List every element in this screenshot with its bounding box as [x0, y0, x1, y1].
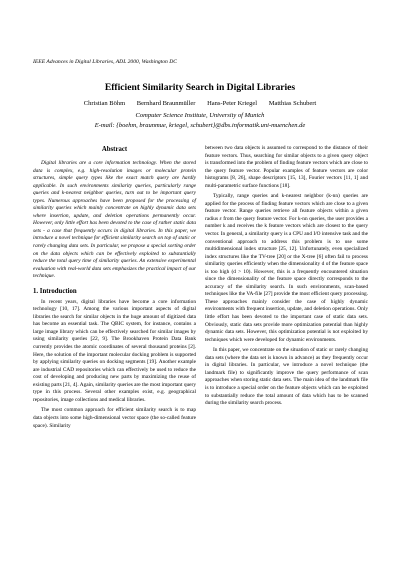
body-paragraph: The most common approach for efficient similarity search is to map data objects into some high-dimensional vector space (the so-called feature space). Similarity: [33, 407, 196, 429]
author-list: [0, 100, 400, 107]
running-head: IEEE Advances in Digital Libraries, ADL 2000, Washington DC: [33, 59, 177, 65]
author-name: Hans-Peter Kriegel: [207, 100, 258, 107]
body-paragraph: In recent years, digital libraries have become a core information technology [10, 17]. Among the various important aspects of digital libraries the search for similar objects in the huge amount of digitized data has become an essential task. The QBIC system, for instance, contains a large image library which can be effectively searched for similar images by using similarity queries [22, 9]. The Brookhaven Protein Data Bank currently provides the atomic coordinates of several thousand proteins [2]. Here, the solution of the important molecular docking problem is supported by applying similarity queries on docking segments [19]. Another example are industrial CAD repositories which can effectively be used to reduce the cost of developing and producing new parts by maximizing the reuse of existing parts [21, 4]. Again, similarity queries are the most important query type in this process. Several other examples exist, e.g. geographical repositories, image collections and medical libraries.: [33, 298, 196, 403]
section-heading: 1. Introduction: [33, 287, 77, 295]
author-name: Bernhard Braunmüller: [136, 100, 196, 107]
paper-title: Efficient Similarity Search in Digital Libraries: [104, 82, 296, 93]
abstract-heading: Abstract: [101, 146, 128, 153]
author-name: Christian Böhm: [83, 100, 126, 107]
author-name: Matthias Schubert: [268, 100, 317, 107]
body-paragraph: Typically, range queries and k-nearest neighbor (k-nn) queries are applied for the process of finding feature vectors which are close to a given feature vector. Range queries retrieve all feature objects within a given radius ε from the query feature vector. For k-nn queries, the user provides a number k and receives the k feature vectors which are closest to the query vector. In general, a similarity query is a CPU and I/O intensive task and the conventional approach to address this problem is to use some multidimensional index structure [25, 12]. Unfortunately, even specialized index structures like the TV-tree [20] or the X-tree [6] often fail to process similarity queries efficiently when the dimensionality d of the feature space is too high (d > 10). However, this is a frequently encountered situation since the dimensionality of the feature space directly corresponds to the accuracy of the similarity search. In such environments, scan-based techniques like the VA-file [27] provide the most efficient query processing. These approaches mainly consider the case of highly dynamic environments with frequent insertion, update, and deletion operations. Only little effort has been devoted to the important case of static data sets. Obviously, static data sets provide more optimization potential than highly dynamic data sets. However, this optimization potential is not exploited by techniques which were developed for dynamic environments.: [205, 193, 368, 343]
email-line: E-mail: {boehm, braunmue, kriegel, schubert}@dbs.informatik.uni-muenchen.de: [94, 122, 306, 129]
affiliation: Computer Science Institute, University of Munich: [135, 112, 265, 119]
abstract-text: Digital libraries are a core information technology. When the stored data is complex, e.g. high-resolution images or molecular protein structures, simple query types like the exact match query are hardly applicable. In such environments similarity queries, particularly range queries and k-nearest neighbor queries, turn out to be important query types. Numerous approaches have been proposed for the processing of similarity queries which mainly concentrate on highly dynamic data sets where insertion, update, and deletion operations permanently occur. However, only little effort has been devoted to the case of rather static data sets - a case that frequently occurs in digital libraries. In this paper, we introduce a novel technique for efficient similarity search on top of static or rarely changing data sets. In particular, we propose a special sorting order on the data objects which can be effectively exploited to substantially reduce the total query time of similarity queries. An extensive experimental evaluation with real-world data sets emphasizes the practical impact of our technique.: [33, 160, 196, 280]
left-column: [33, 146, 196, 430]
body-paragraph: In this paper, we concentrate on the situation of static or rarely changing data sets (where the data set is known in advance) as they frequently occur in digital libraries. In particular, we introduce a novel technique (the landmark file) to significantly improve the query performance of scan approaches when storing static data sets. The main idea of the landmark file is to introduce a special order on the feature objects which can be exploited to substantially reduce the total amount of data which has to be scanned during the similarity search process.: [205, 347, 368, 407]
right-column: [205, 145, 368, 408]
body-paragraph: between two data objects is assumed to correspond to the distance of their feature vectors. Thus, searching for similar objects to a given query object is transformed into the problem of finding feature vectors which are close to the query feature vector. Popular examples of feature vectors are color histograms [8, 26], shape descriptors [15, 13], Fourier vectors [11, 1] and multi-parametric surface functions [18].: [205, 145, 368, 189]
